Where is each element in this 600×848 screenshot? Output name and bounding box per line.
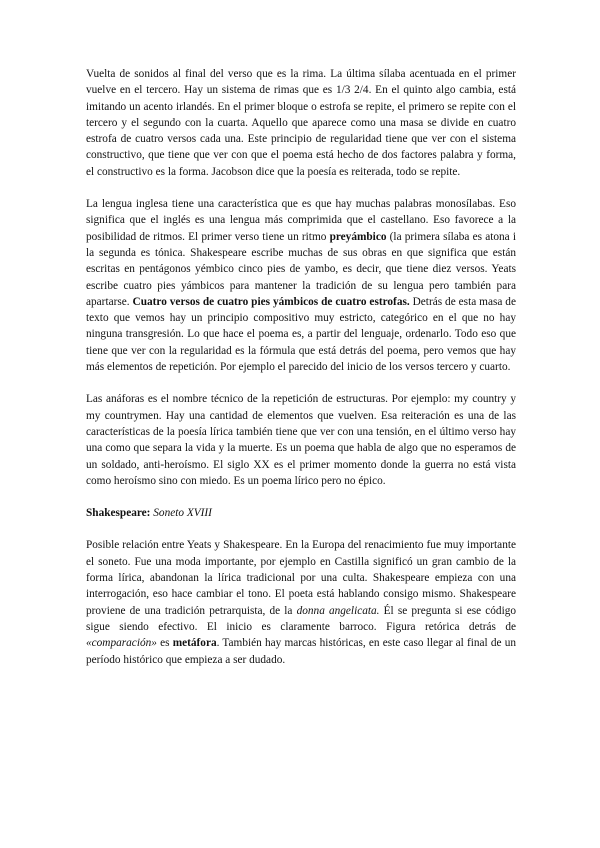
paragraph-text: (la primera sílaba es atona i la segunda es tónica. Shakespeare escribe muchas de sus obras en que significa que están escritas en pentágonos yémbico cinco pies de yambo, es decir, que tiene diez versos. Yeats escribe cuatro pies yámbicos para mantener la tradición de su lengua pero también para apartarse. [86,230,516,308]
paragraph-text: Detrás de esta masa de texto que vemos hay un principio compositivo muy estricto, categórico en el que no hay ninguna transgresión. Lo que hace el poema es, a partir del lenguaje, ordenarlo. Todo eso que tiene que ver con la regularidad es la fórmula que está detrás del poema, pero vemos que hay más elementos de repetición. Por ejemplo el parecido del inicio de los versos tercero y cuarto. [86,295,516,374]
paragraph-text: Él se pregunta si ese código sigue siendo efectivo. El inicio es claramente barroco. Figura retórica detrás de [86,604,517,633]
document-page [86,66,516,684]
paragraph-text: Posible relación entre Yeats y Shakespeare. En la Europa del renacimiento fue muy importante el soneto. Fue una moda importante, por ejemplo en Castilla significó un gran cambio de la forma lírica, abandonan la lírica tradicional por una culta. Shakespeare empieza con una interrogación, eso hace cambiar el tono. El poeta está hablando consigo mismo. Shakespeare proviene de una tradición petrarquista, de la [86,539,516,617]
paragraph-rima [86,66,516,180]
bold-term-metafora: metáfora [172,637,217,650]
italic-term-donna: donna angelicata. [296,604,380,617]
paragraph-text: La lengua inglesa tiene una característica que es que hay muchas palabras monosílabas. Eso significa que el inglés es una lengua más comprimida que el castellano. Eso favorece a la posibilidad de ritmos. El primer verso tiene un ritmo [86,198,516,243]
paragraph-text: es [156,637,173,650]
heading-author: Shakespeare: [86,507,151,520]
bold-term-preyambico: preyámbico [329,230,387,243]
bold-term-cuatro-versos: Cuatro versos de cuatro pies yámbicos de cuatro estrofas. [132,295,410,308]
paragraph-text: Las anáforas es el nombre técnico de la repetición de estructuras. Por ejemplo: my country y my countrymen. Hay una cantidad de elementos que vuelven. Esa reiteración es una de las características de la poesía lírica también tiene que ver con una tensión, en el último verso hay una como que separa la vida y la muerte. Es un poema que habla de algo que no esperamos de un soldado, anti-heroísmo. El siglo XX es el primer momento donde la guerra no está vista como heroísmo sino con miedo. Es un poema lírico pero no épico. [86,393,516,487]
paragraph-text: Vuelta de sonidos al final del verso que es la rima. La última sílaba acentuada en el primer vuelve en el tercero. Hay un sistema de rimas que es 1/3 2/4. En el quinto algo cambia, está imitando un acento irlandés. En el primer bloque o estrofa se repite, el primero se repite con el tercero y el segundo con la cuarta. Aquello que aparece como una masa se divide en cuatro estrofa de cuatro versos cada una. Este principio de regularidad tiene que ver con el sistema constructivo, que tiene que ver con que el poema está hecho de dos factores palabra y forma, el constructivo es la forma. Jacobson dice que la poesía es reiterada, todo se repite. [86,68,516,178]
paragraph-soneto [86,537,516,667]
paragraph-text: . También hay marcas históricas, en este caso llegar al final de un período histórico que empieza a ser dudado. [86,637,517,666]
italic-term-comparacion: «comparación» [86,637,157,650]
section-heading [86,505,516,521]
paragraph-lengua-inglesa [86,196,516,375]
paragraph-anaforas [86,391,516,489]
heading-work-title: Soneto XVIII [153,507,212,520]
